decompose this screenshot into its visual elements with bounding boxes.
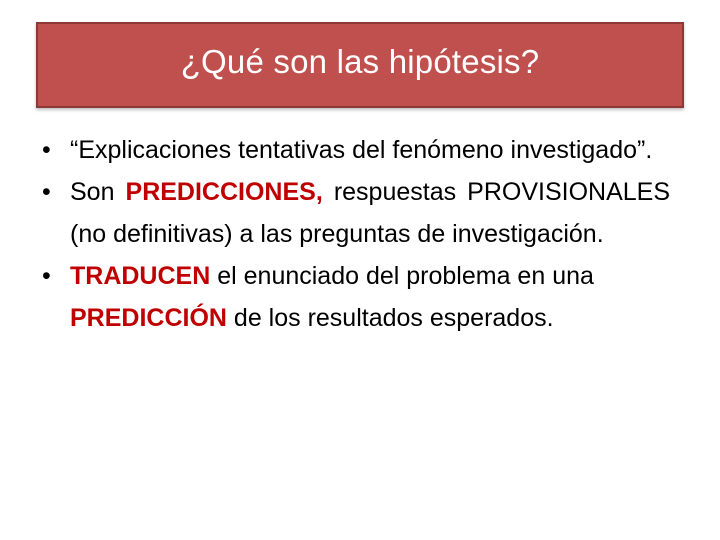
bullet-list bbox=[36, 129, 670, 339]
highlight-text: PREDICCIÓN bbox=[70, 304, 227, 332]
bullet-icon: • bbox=[42, 136, 51, 164]
bullet-item-2 bbox=[36, 171, 670, 255]
title-banner bbox=[36, 22, 684, 108]
bullet-text-part: el enunciado del problema en una bbox=[210, 262, 594, 290]
highlight-text: PREDICCIONES, bbox=[125, 178, 323, 206]
bullet-text-part: de los resultados esperados. bbox=[226, 304, 554, 332]
bullet-text-part: Son bbox=[70, 178, 126, 206]
bullet-text-part: respuestas PROVISIONALES (no definitivas) a las preguntas de investigación. bbox=[70, 178, 670, 248]
bullet-item-1 bbox=[36, 129, 670, 171]
highlight-text: TRADUCEN bbox=[70, 262, 211, 290]
slide-title: ¿Qué son las hipótesis? bbox=[180, 43, 540, 80]
bullet-icon: • bbox=[42, 178, 51, 206]
bullet-item-3 bbox=[36, 255, 670, 339]
bullet-text: “Explicaciones tentativas del fenómeno investigado”. bbox=[70, 136, 653, 164]
bullet-icon: • bbox=[42, 262, 51, 290]
